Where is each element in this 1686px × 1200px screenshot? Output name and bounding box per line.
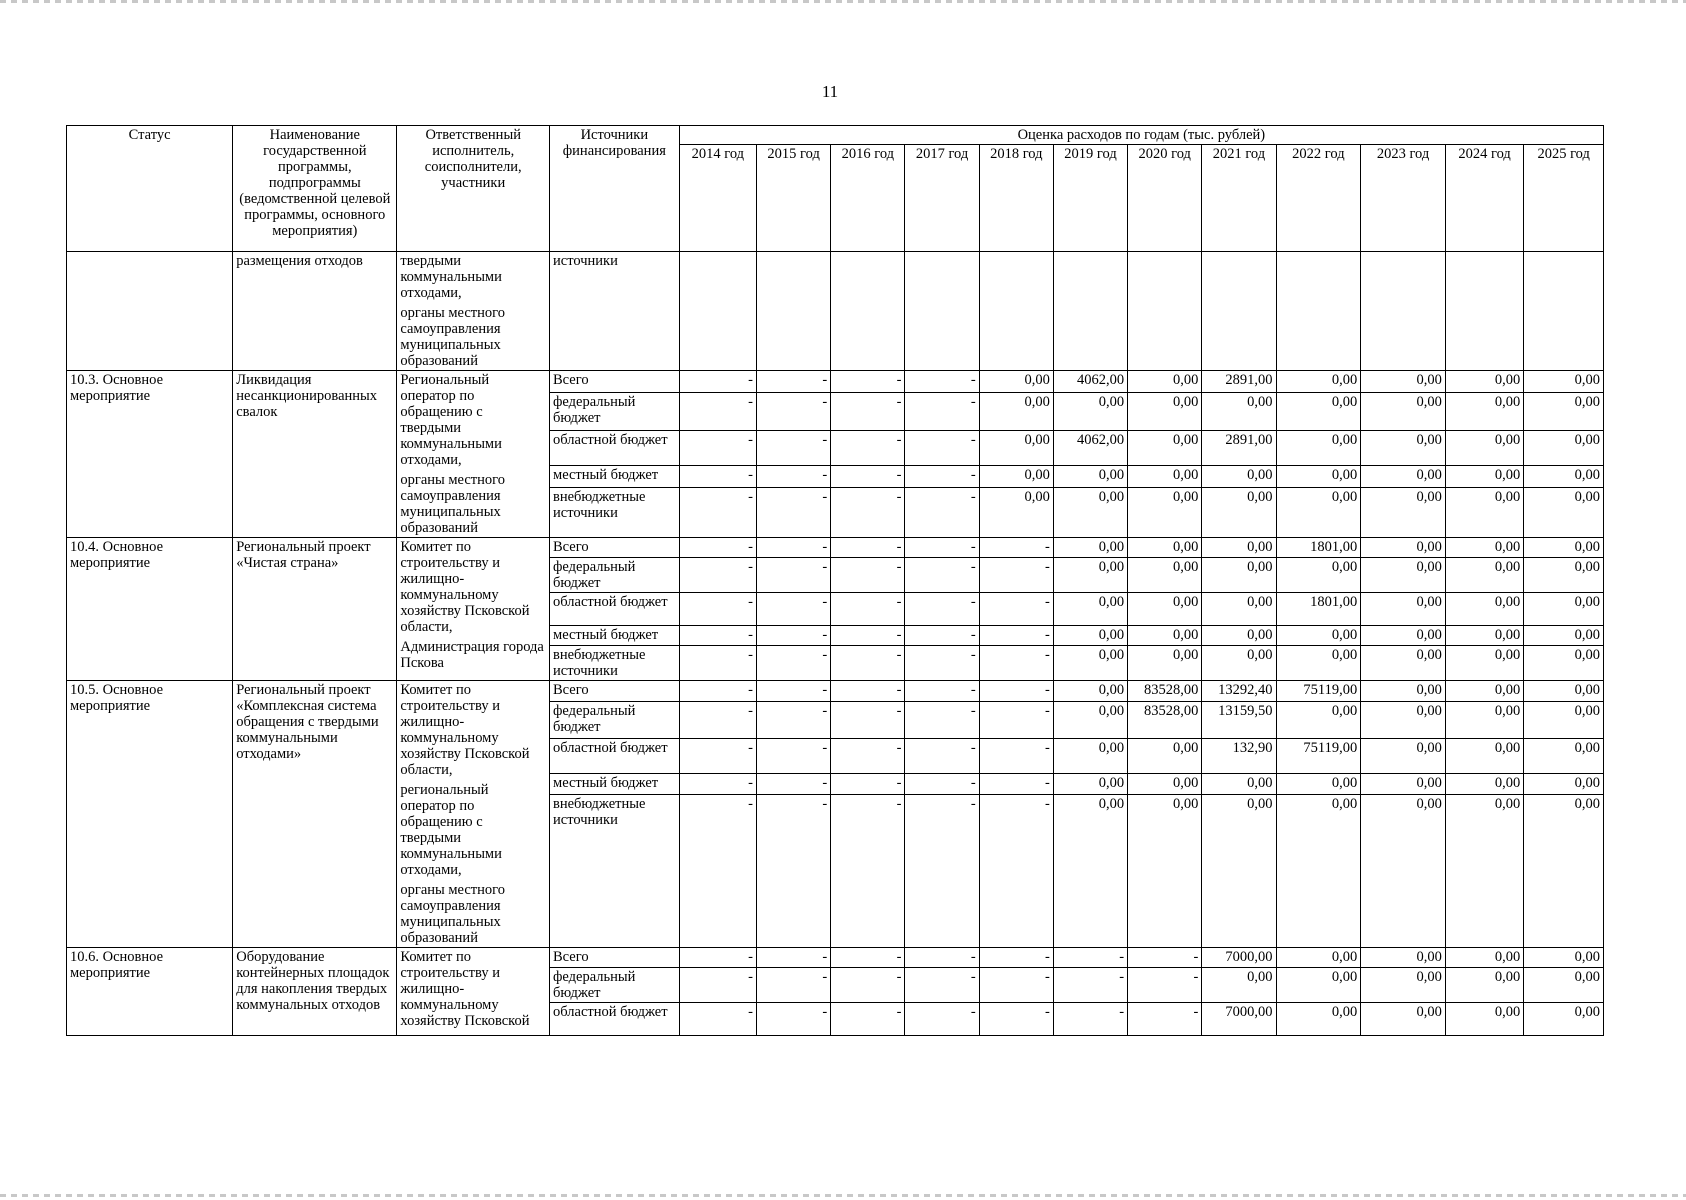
amount-cell: -: [831, 626, 905, 646]
amount-cell: 0,00: [1445, 739, 1523, 774]
header-year: 2020 год: [1128, 145, 1202, 252]
amount-cell: -: [831, 795, 905, 948]
status-cell: 10.5. Основное мероприятие: [67, 681, 233, 948]
amount-cell: 0,00: [1276, 430, 1361, 466]
executor-line: региональный оператор по обращению с твердыми коммунальными отходами,: [400, 782, 502, 878]
executor-line: твердыми коммунальными отходами,: [400, 253, 502, 301]
amount-cell: 0,00: [1524, 646, 1604, 681]
amount-cell: -: [979, 646, 1053, 681]
amount-cell: 0,00: [1445, 430, 1523, 466]
executor-cell: [397, 252, 550, 371]
amount-cell: [1128, 252, 1202, 371]
funding-source-cell: Всего: [550, 948, 680, 968]
amount-cell: 0,00: [1276, 702, 1361, 739]
amount-cell: 0,00: [1053, 488, 1127, 538]
amount-cell: 0,00: [1202, 488, 1276, 538]
amount-cell: 0,00: [1524, 488, 1604, 538]
amount-cell: -: [1053, 1003, 1127, 1036]
amount-cell: -: [979, 948, 1053, 968]
executor-cell: [397, 948, 550, 1036]
amount-cell: 0,00: [1202, 593, 1276, 626]
funding-source-cell: Всего: [550, 538, 680, 558]
amount-cell: 0,00: [1128, 371, 1202, 393]
amount-cell: 0,00: [1524, 795, 1604, 948]
amount-cell: -: [757, 538, 831, 558]
amount-cell: -: [831, 702, 905, 739]
amount-cell: -: [979, 702, 1053, 739]
status-cell: 10.6. Основное мероприятие: [67, 948, 233, 1036]
funding-source-cell: местный бюджет: [550, 626, 680, 646]
executor-line: Комитет по строительству и жилищно-коммунальному хозяйству Псковской области,: [400, 539, 530, 635]
amount-cell: 0,00: [1361, 488, 1446, 538]
amount-cell: 0,00: [1053, 795, 1127, 948]
funding-source-cell: Всего: [550, 681, 680, 702]
amount-cell: 132,90: [1202, 739, 1276, 774]
amount-cell: -: [757, 739, 831, 774]
amount-cell: 0,00: [1128, 739, 1202, 774]
amount-cell: 0,00: [1053, 626, 1127, 646]
amount-cell: 0,00: [1361, 774, 1446, 795]
executor-line: Комитет по строительству и жилищно-коммунальному хозяйству Псковской области,: [400, 682, 530, 778]
amount-cell: -: [905, 774, 979, 795]
amount-cell: -: [905, 968, 979, 1003]
header-status: Статус: [67, 126, 233, 252]
amount-cell: 2891,00: [1202, 371, 1276, 393]
executor-cell: [397, 681, 550, 948]
status-cell: 10.4. Основное мероприятие: [67, 538, 233, 681]
amount-cell: 0,00: [1445, 774, 1523, 795]
amount-cell: 0,00: [1445, 466, 1523, 488]
header-name: Наименование государственной программы, подпрограммы (ведомственной целевой программы, основного мероприятия): [233, 126, 397, 252]
amount-cell: -: [757, 795, 831, 948]
amount-cell: 0,00: [1128, 392, 1202, 430]
amount-cell: 0,00: [1053, 774, 1127, 795]
amount-cell: -: [905, 593, 979, 626]
amount-cell: -: [757, 626, 831, 646]
program-name-cell: размещения отходов: [233, 252, 397, 371]
amount-cell: -: [905, 626, 979, 646]
amount-cell: -: [979, 626, 1053, 646]
amount-cell: -: [679, 488, 756, 538]
amount-cell: [831, 252, 905, 371]
amount-cell: -: [979, 1003, 1053, 1036]
amount-cell: -: [757, 681, 831, 702]
amount-cell: 0,00: [1128, 558, 1202, 593]
funding-source-cell: федеральный бюджет: [550, 392, 680, 430]
amount-cell: 0,00: [1128, 430, 1202, 466]
amount-cell: -: [979, 681, 1053, 702]
amount-cell: -: [905, 538, 979, 558]
amount-cell: 0,00: [1361, 739, 1446, 774]
amount-cell: 0,00: [1361, 466, 1446, 488]
funding-source-cell: областной бюджет: [550, 1003, 680, 1036]
amount-cell: 0,00: [1445, 538, 1523, 558]
amount-cell: -: [979, 593, 1053, 626]
amount-cell: -: [679, 593, 756, 626]
funding-source-cell: областной бюджет: [550, 430, 680, 466]
amount-cell: -: [679, 968, 756, 1003]
amount-cell: 13292,40: [1202, 681, 1276, 702]
amount-cell: -: [757, 371, 831, 393]
amount-cell: 0,00: [1128, 774, 1202, 795]
amount-cell: 0,00: [1053, 739, 1127, 774]
amount-cell: -: [831, 968, 905, 1003]
amount-cell: 0,00: [979, 488, 1053, 538]
amount-cell: 0,00: [1524, 538, 1604, 558]
amount-cell: 0,00: [1053, 392, 1127, 430]
amount-cell: 0,00: [1445, 968, 1523, 1003]
amount-cell: -: [757, 558, 831, 593]
amount-cell: -: [757, 774, 831, 795]
amount-cell: -: [757, 948, 831, 968]
amount-cell: 0,00: [1202, 774, 1276, 795]
amount-cell: [679, 252, 756, 371]
amount-cell: 0,00: [1524, 702, 1604, 739]
amount-cell: 0,00: [1524, 371, 1604, 393]
amount-cell: -: [757, 488, 831, 538]
amount-cell: 0,00: [1361, 626, 1446, 646]
amount-cell: -: [679, 646, 756, 681]
funding-source-cell: внебюджетные источники: [550, 646, 680, 681]
amount-cell: 0,00: [1202, 538, 1276, 558]
amount-cell: 0,00: [1524, 1003, 1604, 1036]
header-year: 2025 год: [1524, 145, 1604, 252]
amount-cell: [1445, 252, 1523, 371]
amount-cell: 0,00: [1361, 1003, 1446, 1036]
amount-cell: 0,00: [1524, 430, 1604, 466]
amount-cell: 0,00: [1361, 371, 1446, 393]
table-row: [67, 252, 1604, 371]
amount-cell: 0,00: [1276, 774, 1361, 795]
status-cell: [67, 252, 233, 371]
amount-cell: -: [831, 739, 905, 774]
amount-cell: 0,00: [1445, 488, 1523, 538]
amount-cell: -: [905, 466, 979, 488]
amount-cell: [1276, 252, 1361, 371]
program-name-cell: Ликвидация несанкционированных свалок: [233, 371, 397, 538]
amount-cell: -: [905, 681, 979, 702]
amount-cell: -: [831, 681, 905, 702]
amount-cell: -: [905, 558, 979, 593]
amount-cell: -: [905, 488, 979, 538]
amount-cell: -: [679, 681, 756, 702]
amount-cell: [757, 252, 831, 371]
amount-cell: 4062,00: [1053, 371, 1127, 393]
amount-cell: 0,00: [979, 392, 1053, 430]
amount-cell: -: [831, 558, 905, 593]
amount-cell: -: [757, 430, 831, 466]
scan-edge-top: [0, 0, 1686, 3]
amount-cell: 0,00: [1361, 430, 1446, 466]
amount-cell: 0,00: [1276, 488, 1361, 538]
amount-cell: 0,00: [1276, 1003, 1361, 1036]
amount-cell: 0,00: [1524, 948, 1604, 968]
amount-cell: -: [679, 466, 756, 488]
amount-cell: -: [905, 430, 979, 466]
amount-cell: 0,00: [1128, 646, 1202, 681]
amount-cell: [1202, 252, 1276, 371]
amount-cell: -: [905, 646, 979, 681]
header-executor: Ответственный исполнитель, соисполнители, участники: [397, 126, 550, 252]
funding-source-cell: областной бюджет: [550, 593, 680, 626]
amount-cell: 0,00: [1202, 466, 1276, 488]
amount-cell: 0,00: [1128, 538, 1202, 558]
table-row: [67, 948, 1604, 968]
header-year: 2023 год: [1361, 145, 1446, 252]
amount-cell: 0,00: [1276, 948, 1361, 968]
amount-cell: 0,00: [1361, 948, 1446, 968]
amount-cell: 0,00: [1128, 466, 1202, 488]
amount-cell: -: [757, 392, 831, 430]
amount-cell: 0,00: [1202, 646, 1276, 681]
amount-cell: 0,00: [1276, 392, 1361, 430]
amount-cell: 0,00: [1445, 558, 1523, 593]
amount-cell: 0,00: [1202, 392, 1276, 430]
header-year: 2022 год: [1276, 145, 1361, 252]
amount-cell: 0,00: [1524, 968, 1604, 1003]
program-name-cell: Оборудование контейнерных площадок для накопления твердых коммунальных отходов: [233, 948, 397, 1036]
header-year: 2019 год: [1053, 145, 1127, 252]
table-row: [67, 538, 1604, 558]
amount-cell: 1801,00: [1276, 593, 1361, 626]
amount-cell: 0,00: [1445, 392, 1523, 430]
amount-cell: 0,00: [1053, 646, 1127, 681]
amount-cell: -: [679, 371, 756, 393]
amount-cell: -: [679, 702, 756, 739]
amount-cell: [905, 252, 979, 371]
amount-cell: 13159,50: [1202, 702, 1276, 739]
amount-cell: 0,00: [1361, 558, 1446, 593]
funding-source-cell: федеральный бюджет: [550, 968, 680, 1003]
amount-cell: -: [905, 795, 979, 948]
amount-cell: -: [831, 371, 905, 393]
amount-cell: 0,00: [1524, 392, 1604, 430]
header-year: 2014 год: [679, 145, 756, 252]
executor-line: Комитет по строительству и жилищно-коммунальному хозяйству Псковской: [400, 949, 530, 1029]
amount-cell: -: [679, 558, 756, 593]
amount-cell: -: [905, 1003, 979, 1036]
header-year: 2017 год: [905, 145, 979, 252]
amount-cell: -: [757, 1003, 831, 1036]
header-year: 2024 год: [1445, 145, 1523, 252]
amount-cell: 0,00: [1128, 593, 1202, 626]
amount-cell: 0,00: [1361, 968, 1446, 1003]
executor-line: Региональный оператор по обращению с твердыми коммунальными отходами,: [400, 372, 502, 468]
amount-cell: -: [979, 774, 1053, 795]
amount-cell: -: [979, 558, 1053, 593]
amount-cell: -: [1128, 968, 1202, 1003]
amount-cell: -: [757, 968, 831, 1003]
amount-cell: [1361, 252, 1446, 371]
amount-cell: -: [905, 702, 979, 739]
amount-cell: 0,00: [1445, 1003, 1523, 1036]
amount-cell: 0,00: [1276, 626, 1361, 646]
amount-cell: 0,00: [1053, 593, 1127, 626]
amount-cell: 0,00: [1276, 968, 1361, 1003]
program-name-cell: Региональный проект «Комплексная система обращения с твердыми коммунальными отходами»: [233, 681, 397, 948]
amount-cell: 0,00: [1445, 681, 1523, 702]
funding-source-cell: федеральный бюджет: [550, 558, 680, 593]
amount-cell: -: [979, 968, 1053, 1003]
header-year: 2016 год: [831, 145, 905, 252]
amount-cell: 0,00: [1202, 626, 1276, 646]
amount-cell: [979, 252, 1053, 371]
amount-cell: 7000,00: [1202, 1003, 1276, 1036]
program-name-cell: Региональный проект «Чистая страна»: [233, 538, 397, 681]
amount-cell: -: [831, 466, 905, 488]
executor-cell: [397, 538, 550, 681]
amount-cell: 0,00: [1053, 702, 1127, 739]
scan-edge-bottom: [0, 1194, 1686, 1197]
amount-cell: -: [679, 948, 756, 968]
amount-cell: 0,00: [1445, 795, 1523, 948]
header-sources: Источники финансирования: [550, 126, 680, 252]
amount-cell: 0,00: [1445, 593, 1523, 626]
amount-cell: 0,00: [1445, 371, 1523, 393]
amount-cell: 0,00: [1053, 466, 1127, 488]
amount-cell: 1801,00: [1276, 538, 1361, 558]
amount-cell: 0,00: [1202, 968, 1276, 1003]
table-row: [67, 681, 1604, 702]
funding-source-cell: местный бюджет: [550, 466, 680, 488]
amount-cell: -: [679, 1003, 756, 1036]
amount-cell: 83528,00: [1128, 681, 1202, 702]
funding-source-cell: Всего: [550, 371, 680, 393]
page-number: 11: [821, 82, 839, 101]
amount-cell: -: [679, 538, 756, 558]
amount-cell: 0,00: [1361, 646, 1446, 681]
table-row: [67, 371, 1604, 393]
amount-cell: 0,00: [1128, 626, 1202, 646]
amount-cell: -: [831, 392, 905, 430]
amount-cell: -: [831, 948, 905, 968]
amount-cell: 0,00: [1524, 593, 1604, 626]
amount-cell: -: [679, 626, 756, 646]
amount-cell: -: [831, 646, 905, 681]
amount-cell: -: [757, 466, 831, 488]
amount-cell: 0,00: [1202, 558, 1276, 593]
header-year: 2021 год: [1202, 145, 1276, 252]
amount-cell: 0,00: [1128, 488, 1202, 538]
amount-cell: 0,00: [1276, 646, 1361, 681]
amount-cell: 0,00: [1524, 739, 1604, 774]
amount-cell: [1524, 252, 1604, 371]
amount-cell: 0,00: [1445, 646, 1523, 681]
amount-cell: -: [1128, 948, 1202, 968]
amount-cell: -: [979, 795, 1053, 948]
amount-cell: -: [679, 774, 756, 795]
amount-cell: -: [905, 371, 979, 393]
amount-cell: 7000,00: [1202, 948, 1276, 968]
amount-cell: 0,00: [1445, 702, 1523, 739]
executor-line: органы местного самоуправления муниципальных образований: [400, 305, 505, 369]
amount-cell: -: [757, 593, 831, 626]
amount-cell: 0,00: [1445, 626, 1523, 646]
funding-source-cell: внебюджетные источники: [550, 795, 680, 948]
amount-cell: 0,00: [1361, 681, 1446, 702]
amount-cell: -: [905, 739, 979, 774]
amount-cell: -: [831, 488, 905, 538]
amount-cell: -: [757, 646, 831, 681]
executor-line: Администрация города Пскова: [400, 639, 544, 671]
amount-cell: 75119,00: [1276, 681, 1361, 702]
amount-cell: -: [905, 392, 979, 430]
amount-cell: -: [979, 538, 1053, 558]
amount-cell: 0,00: [1276, 466, 1361, 488]
amount-cell: 0,00: [1276, 795, 1361, 948]
amount-cell: -: [831, 774, 905, 795]
header-year: 2015 год: [757, 145, 831, 252]
amount-cell: 0,00: [1361, 795, 1446, 948]
amount-cell: -: [1128, 1003, 1202, 1036]
amount-cell: -: [831, 430, 905, 466]
executor-cell: [397, 371, 550, 538]
amount-cell: 0,00: [1361, 702, 1446, 739]
amount-cell: -: [979, 739, 1053, 774]
amount-cell: 0,00: [1524, 466, 1604, 488]
amount-cell: 0,00: [1053, 681, 1127, 702]
funding-source-cell: источники: [550, 252, 680, 371]
amount-cell: -: [679, 392, 756, 430]
amount-cell: 0,00: [1128, 795, 1202, 948]
executor-line: органы местного самоуправления муниципальных образований: [400, 472, 505, 536]
amount-cell: 0,00: [979, 430, 1053, 466]
amount-cell: -: [679, 430, 756, 466]
amount-cell: 0,00: [979, 371, 1053, 393]
amount-cell: -: [679, 795, 756, 948]
funding-source-cell: местный бюджет: [550, 774, 680, 795]
amount-cell: -: [831, 1003, 905, 1036]
amount-cell: 0,00: [1445, 948, 1523, 968]
amount-cell: 4062,00: [1053, 430, 1127, 466]
amount-cell: 0,00: [1053, 558, 1127, 593]
amount-cell: -: [831, 538, 905, 558]
amount-cell: 0,00: [1361, 538, 1446, 558]
status-cell: 10.3. Основное мероприятие: [67, 371, 233, 538]
executor-line: органы местного самоуправления муниципальных образований: [400, 882, 505, 946]
amount-cell: 0,00: [1361, 392, 1446, 430]
table-header: [67, 126, 1604, 252]
amount-cell: -: [1053, 968, 1127, 1003]
header-year: 2018 год: [979, 145, 1053, 252]
amount-cell: 75119,00: [1276, 739, 1361, 774]
amount-cell: 0,00: [1053, 538, 1127, 558]
amount-cell: -: [831, 593, 905, 626]
amount-cell: 0,00: [979, 466, 1053, 488]
amount-cell: 0,00: [1202, 795, 1276, 948]
amount-cell: -: [757, 702, 831, 739]
funding-source-cell: внебюджетные источники: [550, 488, 680, 538]
amount-cell: 0,00: [1276, 558, 1361, 593]
amount-cell: 0,00: [1276, 371, 1361, 393]
amount-cell: [1053, 252, 1127, 371]
amount-cell: 0,00: [1524, 681, 1604, 702]
amount-cell: -: [905, 948, 979, 968]
header-expenses: Оценка расходов по годам (тыс. рублей): [679, 126, 1603, 145]
amount-cell: -: [1053, 948, 1127, 968]
amount-cell: 0,00: [1524, 774, 1604, 795]
amount-cell: 2891,00: [1202, 430, 1276, 466]
amount-cell: 0,00: [1524, 558, 1604, 593]
amount-cell: 0,00: [1361, 593, 1446, 626]
amount-cell: 83528,00: [1128, 702, 1202, 739]
amount-cell: 0,00: [1524, 626, 1604, 646]
funding-source-cell: областной бюджет: [550, 739, 680, 774]
funding-source-cell: федеральный бюджет: [550, 702, 680, 739]
budget-table: [66, 125, 1604, 1036]
amount-cell: -: [679, 739, 756, 774]
